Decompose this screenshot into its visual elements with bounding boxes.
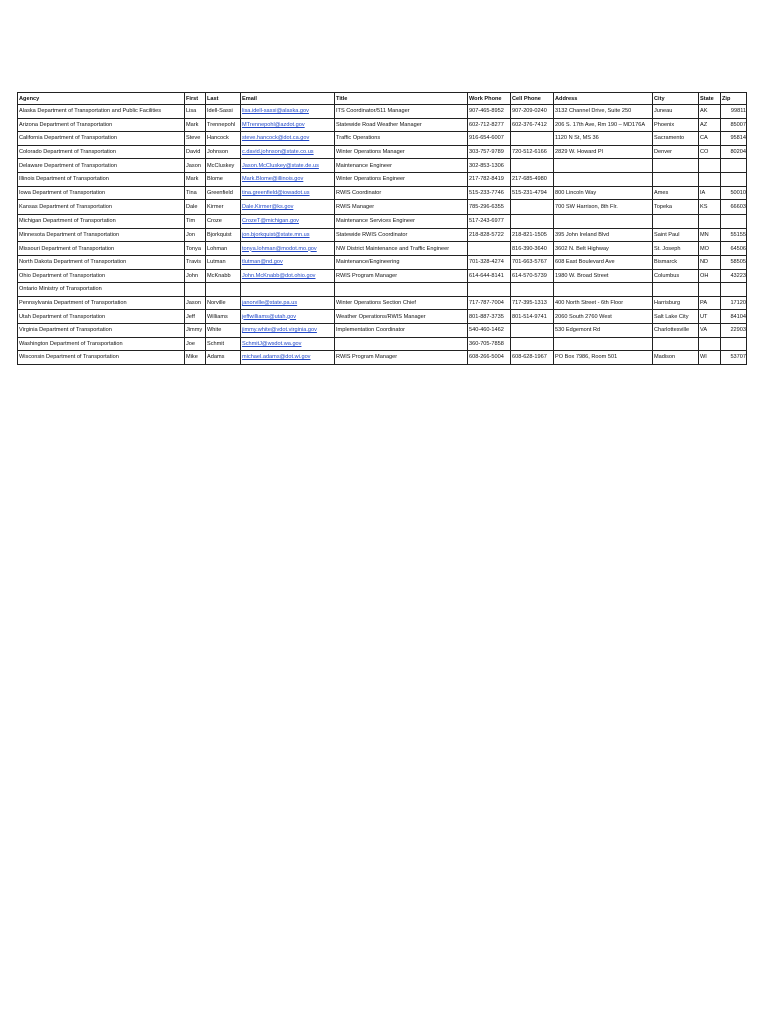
cell-cell-phone: 217-685-4980 bbox=[511, 172, 554, 186]
cell-state: VA bbox=[699, 323, 721, 337]
cell-first: Dale bbox=[185, 200, 206, 215]
cell-agency: Wisconsin Department of Transportation bbox=[18, 351, 185, 365]
cell-first: Mike bbox=[185, 351, 206, 365]
cell-first: Tim bbox=[185, 215, 206, 229]
cell-work-phone: 717-787-7004 bbox=[468, 296, 511, 310]
cell-title: Winter Operations Engineer bbox=[335, 172, 468, 186]
cell-address: 3132 Channel Drive, Suite 250 bbox=[554, 105, 653, 119]
cell-zip: 80204 bbox=[721, 145, 747, 159]
table-row bbox=[18, 228, 747, 242]
cell-title: Statewide Road Weather Manager bbox=[335, 118, 468, 132]
cell-state: UT bbox=[699, 310, 721, 324]
cell-city: Charlottesville bbox=[653, 323, 699, 337]
cell-cell-phone bbox=[511, 159, 554, 173]
table-row bbox=[18, 172, 747, 186]
cell-work-phone: 218-828-5722 bbox=[468, 228, 511, 242]
cell-title: Winter Operations Section Chief bbox=[335, 296, 468, 310]
header-city: City bbox=[653, 93, 699, 105]
cell-address: 530 Edgemont Rd bbox=[554, 323, 653, 337]
cell-title: ITS Coordinator/511 Manager bbox=[335, 105, 468, 119]
cell-title: Statewide RWIS Coordinator bbox=[335, 228, 468, 242]
cell-cell-phone: 801-514-9741 bbox=[511, 310, 554, 324]
cell-cell-phone: 608-628-1967 bbox=[511, 351, 554, 365]
table-row bbox=[18, 242, 747, 256]
cell-first: Lisa bbox=[185, 105, 206, 119]
cell-work-phone bbox=[468, 242, 511, 256]
cell-first: Joe bbox=[185, 337, 206, 351]
cell-work-phone: 785-296-6355 bbox=[468, 200, 511, 215]
cell-email[interactable]: michael.adams@dot.wi.gov bbox=[241, 351, 335, 365]
cell-title: RWIS Program Manager bbox=[335, 269, 468, 283]
cell-zip: 99811 bbox=[721, 105, 747, 119]
cell-first: David bbox=[185, 145, 206, 159]
cell-zip: 53707 bbox=[721, 351, 747, 365]
cell-city: Columbus bbox=[653, 269, 699, 283]
table-row bbox=[18, 337, 747, 351]
cell-agency: Minnesota Department of Transportation bbox=[18, 228, 185, 242]
cell-title: Traffic Operations bbox=[335, 132, 468, 146]
cell-address: 3602 N. Belt Highway bbox=[554, 242, 653, 256]
cell-state: PA bbox=[699, 296, 721, 310]
cell-work-phone: 608-266-5004 bbox=[468, 351, 511, 365]
cell-email bbox=[241, 283, 335, 297]
cell-address: 608 East Boulevard Ave bbox=[554, 255, 653, 269]
table-row bbox=[18, 159, 747, 173]
cell-agency: Delaware Department of Transportation bbox=[18, 159, 185, 173]
cell-address bbox=[554, 172, 653, 186]
cell-title: Winter Operations Manager bbox=[335, 145, 468, 159]
table-row bbox=[18, 200, 747, 215]
cell-first: Jason bbox=[185, 159, 206, 173]
cell-agency: Illinois Department of Transportation bbox=[18, 172, 185, 186]
cell-work-phone: 303-757-9789 bbox=[468, 145, 511, 159]
cell-agency: Colorado Department of Transportation bbox=[18, 145, 185, 159]
cell-email[interactable]: tlutman@nd.gov bbox=[241, 255, 335, 269]
table-row bbox=[18, 186, 747, 200]
cell-zip: 84104 bbox=[721, 310, 747, 324]
cell-last: McKnabb bbox=[206, 269, 241, 283]
cell-city: Salt Lake City bbox=[653, 310, 699, 324]
cell-title bbox=[335, 337, 468, 351]
cell-last: Bjorkquist bbox=[206, 228, 241, 242]
table-row bbox=[18, 269, 747, 283]
cell-zip: 55155 bbox=[721, 228, 747, 242]
cell-first: John bbox=[185, 269, 206, 283]
cell-agency: North Dakota Department of Transportation bbox=[18, 255, 185, 269]
table-row bbox=[18, 105, 747, 119]
cell-last: Williams bbox=[206, 310, 241, 324]
cell-email[interactable]: Mark.Blome@illinois.gov bbox=[241, 172, 335, 186]
cell-title bbox=[335, 283, 468, 297]
cell-last: Kirmer bbox=[206, 200, 241, 215]
cell-cell-phone bbox=[511, 323, 554, 337]
cell-city: Saint Paul bbox=[653, 228, 699, 242]
cell-first: Jason bbox=[185, 296, 206, 310]
cell-state bbox=[699, 337, 721, 351]
cell-agency: Ontario Ministry of Transportation bbox=[18, 283, 185, 297]
cell-first: Travis bbox=[185, 255, 206, 269]
cell-city: Ames bbox=[653, 186, 699, 200]
cell-work-phone: 614-644-8141 bbox=[468, 269, 511, 283]
cell-state: CA bbox=[699, 132, 721, 146]
cell-email[interactable]: janorville@state.pa.us bbox=[241, 296, 335, 310]
header-state: State bbox=[699, 93, 721, 105]
cell-work-phone: 360-705-7858 bbox=[468, 337, 511, 351]
cell-city bbox=[653, 172, 699, 186]
cell-last: Johnson bbox=[206, 145, 241, 159]
cell-last: Croze bbox=[206, 215, 241, 229]
cell-city: Topeka bbox=[653, 200, 699, 215]
cell-title: NW District Maintenance and Traffic Engineer bbox=[335, 242, 468, 256]
cell-address: 2060 South 2760 West bbox=[554, 310, 653, 324]
cell-address: 2829 W. Howard Pl bbox=[554, 145, 653, 159]
cell-email[interactable]: John.McKnabb@dot.ohio.gov bbox=[241, 269, 335, 283]
cell-zip: 95814 bbox=[721, 132, 747, 146]
cell-email[interactable]: Jason.McCluskey@state.de.us bbox=[241, 159, 335, 173]
cell-cell-phone: 907-209-0240 bbox=[511, 105, 554, 119]
cell-agency: Kansas Department of Transportation bbox=[18, 200, 185, 215]
cell-cell-phone: 602-376-7412 bbox=[511, 118, 554, 132]
table-row bbox=[18, 118, 747, 132]
cell-zip bbox=[721, 159, 747, 173]
cell-agency: Michigan Department of Transportation bbox=[18, 215, 185, 229]
cell-title: Maintenance Engineer bbox=[335, 159, 468, 173]
cell-city bbox=[653, 215, 699, 229]
cell-work-phone: 217-782-8419 bbox=[468, 172, 511, 186]
cell-zip: 17120 bbox=[721, 296, 747, 310]
cell-title: RWIS Program Manager bbox=[335, 351, 468, 365]
cell-state: WI bbox=[699, 351, 721, 365]
cell-state bbox=[699, 215, 721, 229]
cell-state: AZ bbox=[699, 118, 721, 132]
cell-last: Hancock bbox=[206, 132, 241, 146]
cell-address bbox=[554, 159, 653, 173]
cell-email[interactable]: tina.greenfield@iowadot.us bbox=[241, 186, 335, 200]
header-row bbox=[18, 93, 747, 105]
cell-work-phone: 907-465-8952 bbox=[468, 105, 511, 119]
table-row bbox=[18, 310, 747, 324]
cell-cell-phone bbox=[511, 337, 554, 351]
cell-agency: California Department of Transportation bbox=[18, 132, 185, 146]
cell-email[interactable]: MTrennepohl@azdot.gov bbox=[241, 118, 335, 132]
header-email: Email bbox=[241, 93, 335, 105]
table-row bbox=[18, 255, 747, 269]
cell-cell-phone bbox=[511, 200, 554, 215]
cell-zip: 22903 bbox=[721, 323, 747, 337]
cell-work-phone: 701-328-4274 bbox=[468, 255, 511, 269]
cell-city: Harrisburg bbox=[653, 296, 699, 310]
cell-last: Lohman bbox=[206, 242, 241, 256]
cell-state: MO bbox=[699, 242, 721, 256]
cell-address: 395 John Ireland Blvd bbox=[554, 228, 653, 242]
cell-state: OH bbox=[699, 269, 721, 283]
table-row bbox=[18, 351, 747, 365]
cell-cell-phone: 701-663-5767 bbox=[511, 255, 554, 269]
cell-last: Greenfield bbox=[206, 186, 241, 200]
cell-email[interactable]: jon.bjorkquist@state.mn.us bbox=[241, 228, 335, 242]
cell-email[interactable]: jimmy.white@vdot.virginia.gov bbox=[241, 323, 335, 337]
cell-email[interactable]: steve.hancock@dot.ca.gov bbox=[241, 132, 335, 146]
cell-address bbox=[554, 283, 653, 297]
cell-email[interactable]: Dale.Kirmer@ks.gov bbox=[241, 200, 335, 215]
table-row bbox=[18, 132, 747, 146]
cell-zip: 64506 bbox=[721, 242, 747, 256]
cell-cell-phone: 614-570-5739 bbox=[511, 269, 554, 283]
cell-agency: Ohio Department of Transportation bbox=[18, 269, 185, 283]
cell-title: Maintenance Services Engineer bbox=[335, 215, 468, 229]
cell-address: PO Box 7986, Room 501 bbox=[554, 351, 653, 365]
cell-state bbox=[699, 172, 721, 186]
cell-address: 1980 W. Broad Street bbox=[554, 269, 653, 283]
cell-address: 206 S. 17th Ave, Rm 190 – MD176A bbox=[554, 118, 653, 132]
header-first: First bbox=[185, 93, 206, 105]
header-work-phone: Work Phone bbox=[468, 93, 511, 105]
cell-last: Norville bbox=[206, 296, 241, 310]
cell-zip bbox=[721, 283, 747, 297]
cell-last: Adams bbox=[206, 351, 241, 365]
cell-last: White bbox=[206, 323, 241, 337]
cell-address bbox=[554, 215, 653, 229]
cell-work-phone: 302-853-1306 bbox=[468, 159, 511, 173]
cell-zip: 58505 bbox=[721, 255, 747, 269]
cell-address: 400 North Street - 6th Floor bbox=[554, 296, 653, 310]
cell-title: Weather Operations/RWIS Manager bbox=[335, 310, 468, 324]
cell-work-phone: 602-712-8277 bbox=[468, 118, 511, 132]
cell-address: 1120 N St, MS 36 bbox=[554, 132, 653, 146]
cell-agency: Iowa Department of Transportation bbox=[18, 186, 185, 200]
cell-title: RWIS Manager bbox=[335, 200, 468, 215]
cell-state bbox=[699, 283, 721, 297]
cell-agency: Alaska Department of Transportation and Public Facilities bbox=[18, 105, 185, 119]
cell-last: Blome bbox=[206, 172, 241, 186]
cell-last: Schmit bbox=[206, 337, 241, 351]
cell-city bbox=[653, 337, 699, 351]
cell-last: Trennepohl bbox=[206, 118, 241, 132]
cell-last bbox=[206, 283, 241, 297]
cell-city bbox=[653, 159, 699, 173]
header-agency: Agency bbox=[18, 93, 185, 105]
cell-email[interactable]: SchmitJ@wsdot.wa.gov bbox=[241, 337, 335, 351]
cell-city: Denver bbox=[653, 145, 699, 159]
cell-last: Idell-Sassi bbox=[206, 105, 241, 119]
cell-cell-phone bbox=[511, 215, 554, 229]
cell-zip: 50010 bbox=[721, 186, 747, 200]
cell-first: Steve bbox=[185, 132, 206, 146]
cell-state: IA bbox=[699, 186, 721, 200]
header-zip: Zip bbox=[721, 93, 747, 105]
cell-city: St. Joseph bbox=[653, 242, 699, 256]
cell-zip: 66603 bbox=[721, 200, 747, 215]
cell-title: RWIS Coordinator bbox=[335, 186, 468, 200]
cell-first: Jeff bbox=[185, 310, 206, 324]
cell-city: Madison bbox=[653, 351, 699, 365]
cell-zip bbox=[721, 172, 747, 186]
cell-agency: Washington Department of Transportation bbox=[18, 337, 185, 351]
cell-state: KS bbox=[699, 200, 721, 215]
cell-agency: Pennsylvania Department of Transportation bbox=[18, 296, 185, 310]
cell-agency: Arizona Department of Transportation bbox=[18, 118, 185, 132]
cell-cell-phone bbox=[511, 283, 554, 297]
cell-agency: Virginia Department of Transportation bbox=[18, 323, 185, 337]
cell-state: CO bbox=[699, 145, 721, 159]
cell-first: Tonya bbox=[185, 242, 206, 256]
cell-cell-phone: 816-390-3640 bbox=[511, 242, 554, 256]
cell-work-phone: 801-887-3735 bbox=[468, 310, 511, 324]
cell-email[interactable]: jeffwilliams@utah.gov bbox=[241, 310, 335, 324]
cell-zip: 85007 bbox=[721, 118, 747, 132]
header-address: Address bbox=[554, 93, 653, 105]
cell-email[interactable]: c.david.johnson@state.co.us bbox=[241, 145, 335, 159]
cell-first: Mark bbox=[185, 172, 206, 186]
cell-address bbox=[554, 337, 653, 351]
cell-agency: Missouri Department of Transportation bbox=[18, 242, 185, 256]
cell-state: ND bbox=[699, 255, 721, 269]
cell-first: Mark bbox=[185, 118, 206, 132]
cell-city bbox=[653, 283, 699, 297]
cell-zip: 43223 bbox=[721, 269, 747, 283]
cell-work-phone: 916-654-6007 bbox=[468, 132, 511, 146]
cell-cell-phone bbox=[511, 132, 554, 146]
cell-work-phone: 515-233-7746 bbox=[468, 186, 511, 200]
cell-state: MN bbox=[699, 228, 721, 242]
cell-city: Juneau bbox=[653, 105, 699, 119]
cell-title: Maintenance/Engineering bbox=[335, 255, 468, 269]
cell-address: 700 SW Harrison, 8th Flr. bbox=[554, 200, 653, 215]
cell-cell-phone: 720-512-6166 bbox=[511, 145, 554, 159]
header-cell-phone: Cell Phone bbox=[511, 93, 554, 105]
cell-zip bbox=[721, 337, 747, 351]
cell-last: McCluskey bbox=[206, 159, 241, 173]
cell-state bbox=[699, 159, 721, 173]
table-row bbox=[18, 215, 747, 229]
cell-work-phone: 517-243-6977 bbox=[468, 215, 511, 229]
cell-work-phone bbox=[468, 283, 511, 297]
cell-address: 800 Lincoln Way bbox=[554, 186, 653, 200]
cell-zip bbox=[721, 215, 747, 229]
table-row bbox=[18, 145, 747, 159]
cell-work-phone: 540-460-1462 bbox=[468, 323, 511, 337]
table-row bbox=[18, 323, 747, 337]
contacts-table bbox=[17, 92, 747, 365]
cell-state: AK bbox=[699, 105, 721, 119]
cell-city: Phoenix bbox=[653, 118, 699, 132]
cell-cell-phone: 515-231-4794 bbox=[511, 186, 554, 200]
cell-agency: Utah Department of Transportation bbox=[18, 310, 185, 324]
cell-email[interactable]: CrozeT@michigan.gov bbox=[241, 215, 335, 229]
cell-cell-phone: 717-395-1313 bbox=[511, 296, 554, 310]
header-last: Last bbox=[206, 93, 241, 105]
cell-title: Implementation Coordinator bbox=[335, 323, 468, 337]
cell-last: Lutman bbox=[206, 255, 241, 269]
cell-email[interactable]: tonya.lohman@modot.mo.gov bbox=[241, 242, 335, 256]
table-body bbox=[18, 105, 747, 365]
cell-first: Jon bbox=[185, 228, 206, 242]
cell-city: Sacramento bbox=[653, 132, 699, 146]
cell-city: Bismarck bbox=[653, 255, 699, 269]
cell-first bbox=[185, 283, 206, 297]
cell-cell-phone: 218-821-1505 bbox=[511, 228, 554, 242]
cell-first: Tina bbox=[185, 186, 206, 200]
cell-email[interactable]: lisa.idell-sassi@alaska.gov bbox=[241, 105, 335, 119]
table-row bbox=[18, 296, 747, 310]
cell-first: Jimmy bbox=[185, 323, 206, 337]
table-row bbox=[18, 283, 747, 297]
header-title: Title bbox=[335, 93, 468, 105]
